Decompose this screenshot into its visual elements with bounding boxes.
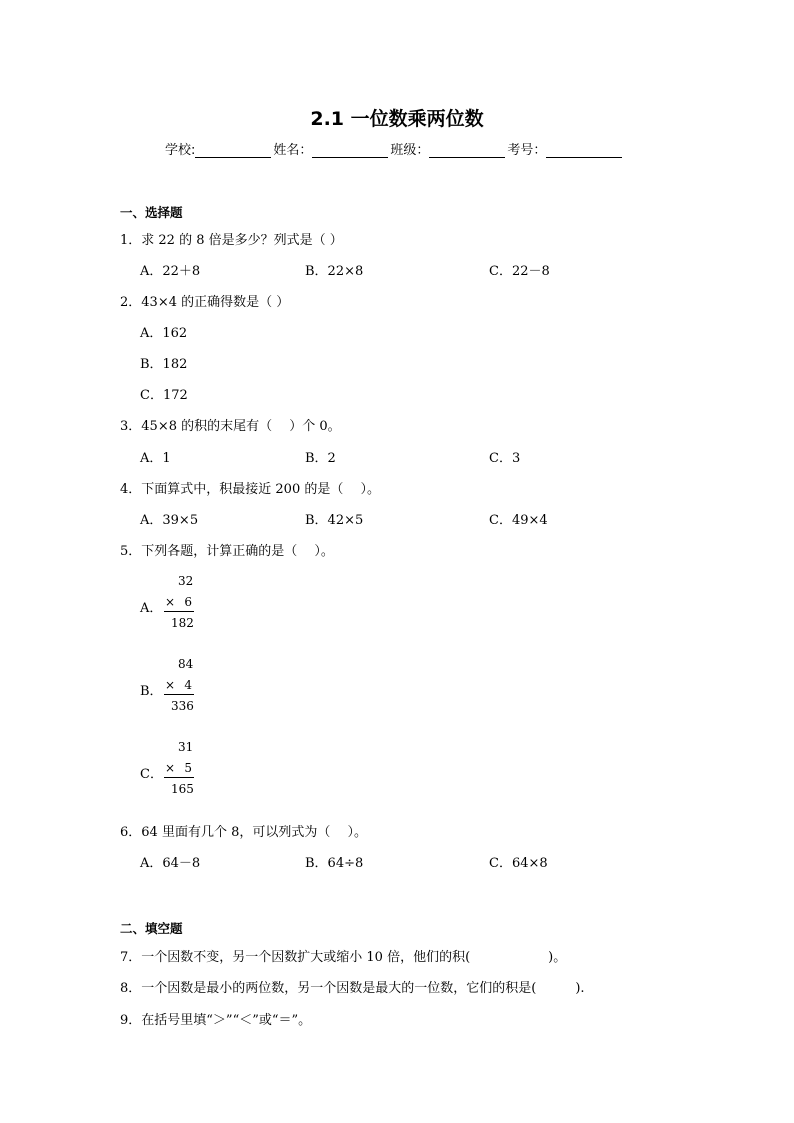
- q5-option-a-result: 182: [171, 616, 194, 630]
- q2-option-a: A．162: [140, 326, 188, 341]
- school-label: 学校:: [165, 143, 196, 158]
- school-blank: [195, 143, 271, 158]
- question-9: 9．在括号里填“＞”“＜”或“＝”。: [120, 1013, 312, 1028]
- name-blank: [312, 143, 388, 158]
- q6-option-c: C．64×8: [489, 856, 548, 871]
- q3-option-c: C．3: [489, 451, 521, 466]
- q3-option-a: A．1: [140, 451, 171, 466]
- question-4: 4．下面算式中，积最接近 200 的是（ ）。: [120, 482, 380, 497]
- q1-option-c: C．22－8: [489, 264, 550, 279]
- q5-option-b-letter: B．: [140, 684, 163, 699]
- student-info-line: [165, 139, 624, 158]
- q5-option-b-multiplier: 4: [184, 678, 192, 692]
- q4-option-a: A．39×5: [140, 513, 199, 528]
- q5-option-b-result: 336: [171, 699, 194, 713]
- q6-option-b: B．64÷8: [305, 856, 364, 871]
- section-heading-choice: 一、选择题: [120, 205, 183, 220]
- q4-option-c: C．49×4: [489, 513, 548, 528]
- q2-option-c: C．172: [140, 388, 188, 403]
- q5-option-c-multiplier: 5: [184, 761, 192, 775]
- question-7: 7．一个因数不变，另一个因数扩大或缩小 10 倍，他们的积( )。: [120, 950, 567, 965]
- section-heading-fill-blank: 二、填空题: [120, 921, 183, 936]
- name-label: 姓名：: [273, 143, 313, 158]
- q3-option-b: B．2: [305, 451, 336, 466]
- multiply-sign: ×: [165, 595, 176, 609]
- q5-option-a-multiplier: 6: [184, 595, 192, 609]
- class-label: 班级：: [390, 143, 430, 158]
- exam-number-label: 考号：: [507, 143, 547, 158]
- q5-option-a-multiplier-row: [164, 595, 194, 612]
- q1-option-b: B．22×8: [305, 264, 364, 279]
- question-2: 2．43×4 的正确得数是（ ）: [120, 295, 290, 310]
- q5-option-a-multiplicand: 32: [178, 574, 194, 588]
- multiply-sign: ×: [165, 761, 176, 775]
- class-blank: [429, 143, 505, 158]
- exam-number-blank: [546, 143, 622, 158]
- question-8: 8．一个因数是最小的两位数，另一个因数是最大的一位数，它们的积是( ).: [120, 981, 585, 996]
- q5-option-c-multiplicand: 31: [178, 740, 194, 754]
- q5-option-b-multiplier-row: [164, 678, 194, 695]
- page-title: 2.1 一位数乘两位数: [310, 108, 484, 130]
- question-6: 6．64 里面有几个 8，可以列式为（ ）。: [120, 825, 367, 840]
- question-5: 5．下列各题，计算正确的是（ ）。: [120, 544, 334, 559]
- q5-option-a-letter: A．: [140, 601, 163, 616]
- q4-option-b: B．42×5: [305, 513, 364, 528]
- q6-option-a: A．64－8: [140, 856, 201, 871]
- multiply-sign: ×: [165, 678, 176, 692]
- q5-option-c-letter: C．: [140, 767, 163, 782]
- q5-option-c-multiplier-row: [164, 761, 194, 778]
- question-1: 1．求 22 的 8 倍是多少？列式是（ ）: [120, 233, 343, 248]
- q1-option-a: A．22＋8: [140, 264, 201, 279]
- question-3: 3．45×8 的积的末尾有（ ）个 0。: [120, 419, 341, 434]
- q5-option-c-result: 165: [171, 782, 194, 796]
- q2-option-b: B．182: [140, 357, 188, 372]
- q5-option-b-multiplicand: 84: [178, 657, 194, 671]
